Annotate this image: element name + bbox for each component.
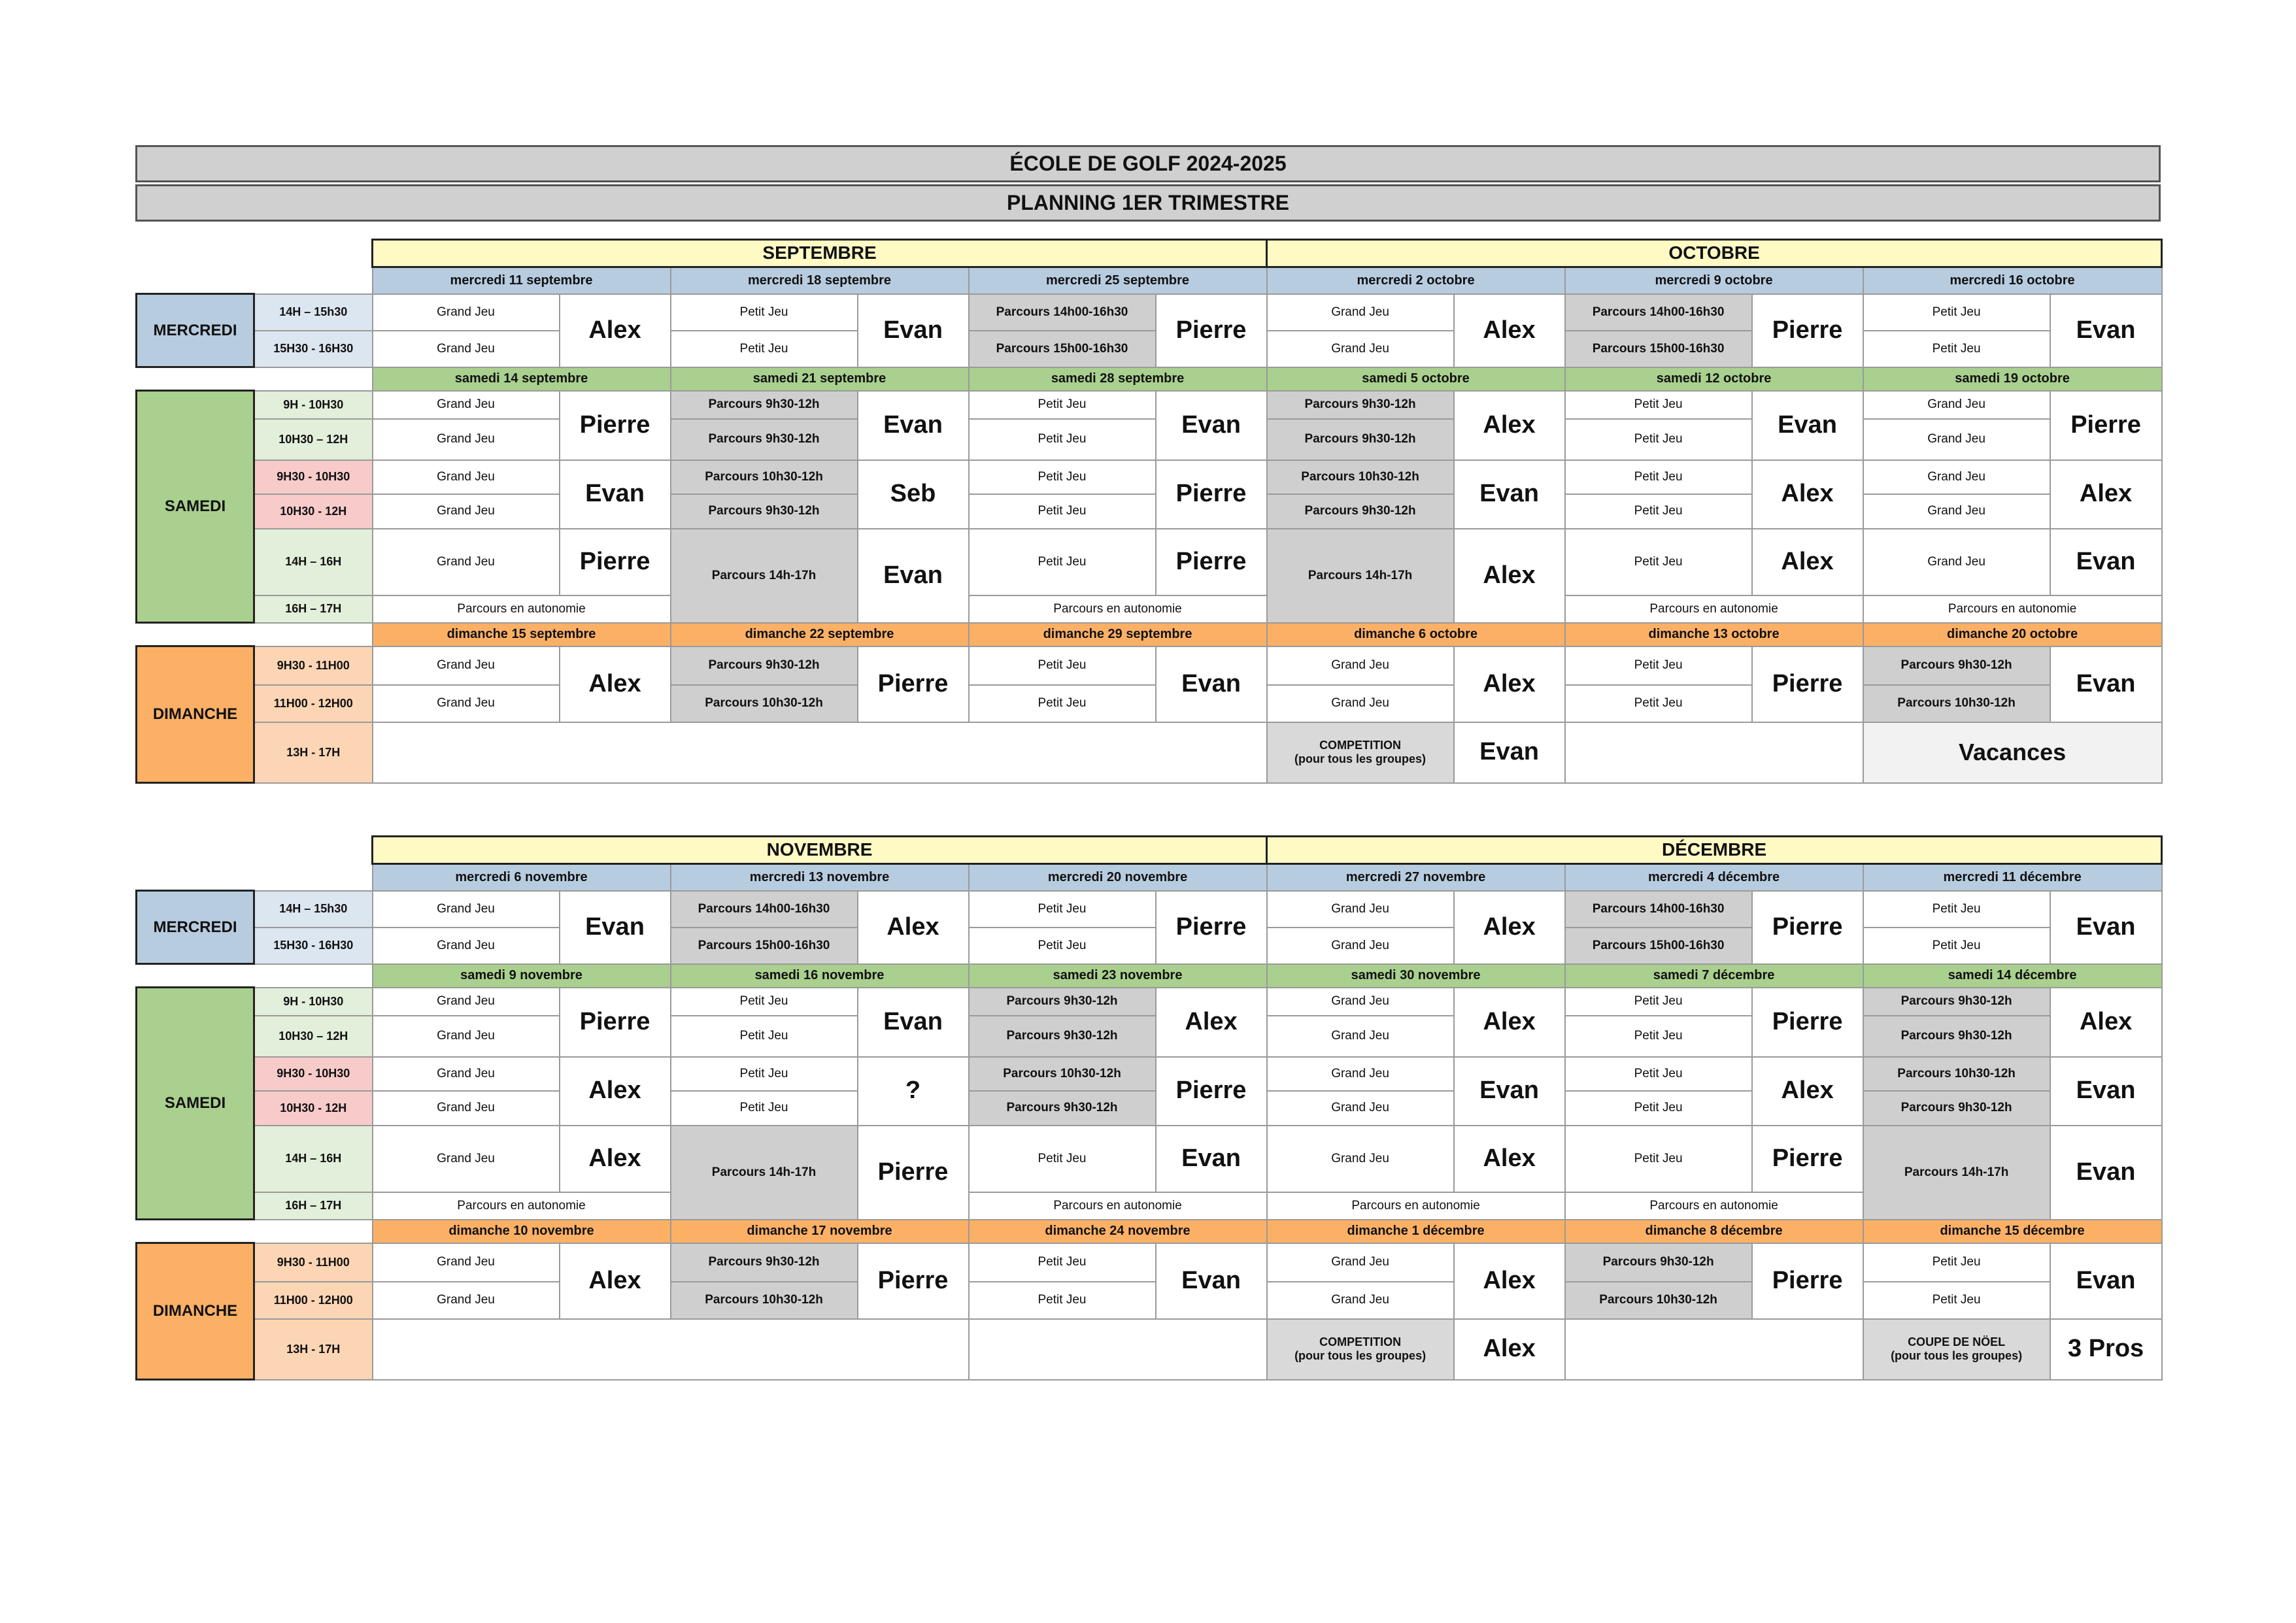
instructor-name: Pierre — [858, 646, 969, 722]
date-header-sunday: dimanche 24 novembre — [969, 1220, 1267, 1243]
activity-cell: Grand Jeu — [373, 1057, 560, 1091]
instructor-name: Evan — [858, 529, 969, 623]
spacer — [137, 240, 373, 267]
christmas-cup-label: COUPE DE NÖEL — [1908, 1335, 2006, 1349]
instructor-name: Alex — [1454, 1243, 1565, 1319]
activity-cell: Petit Jeu — [1863, 294, 2050, 331]
activity-cell: Parcours 15h00-16h30 — [1565, 331, 1752, 367]
instructor-name: Evan — [858, 294, 969, 367]
date-header-saturday: samedi 23 novembre — [969, 964, 1267, 988]
activity-cell: Grand Jeu — [373, 494, 560, 529]
instructor-name: Pierre — [560, 529, 671, 595]
activity-cell: Parcours 10h30-12h — [671, 460, 858, 494]
time-slot: 9H30 - 10H30 — [254, 460, 373, 494]
activity-cell: Parcours 9h30-12h — [1267, 419, 1454, 460]
instructor-name: Evan — [2050, 891, 2162, 964]
date-header-sunday: dimanche 8 décembre — [1565, 1220, 1863, 1243]
activity-cell: Parcours 9h30-12h — [969, 1091, 1156, 1126]
activity-cell: Grand Jeu — [373, 1016, 560, 1057]
date-header-saturday: samedi 28 septembre — [969, 367, 1267, 391]
date-header-saturday: samedi 12 octobre — [1565, 367, 1863, 391]
activity-cell: Grand Jeu — [373, 928, 560, 964]
activity-cell: Parcours 9h30-12h — [1267, 494, 1454, 529]
activity-cell: Petit Jeu — [969, 529, 1156, 595]
activity-cell: Parcours 14h-17h — [1863, 1126, 2050, 1220]
instructor-name: Pierre — [1752, 988, 1863, 1057]
instructor-name: Alex — [1156, 988, 1267, 1057]
date-header-saturday: samedi 14 décembre — [1863, 964, 2162, 988]
time-slot: 15H30 - 16H30 — [254, 928, 373, 964]
vacation-cell: Vacances — [1863, 722, 2162, 783]
instructor-name: Evan — [858, 988, 969, 1057]
instructor-name: Seb — [858, 460, 969, 529]
time-slot: 10H30 – 12H — [254, 419, 373, 460]
activity-cell: Grand Jeu — [373, 529, 560, 595]
activity-cell: Parcours 9h30-12h — [1565, 1243, 1752, 1282]
instructor-name: Evan — [1156, 646, 1267, 722]
date-header-saturday: samedi 19 octobre — [1863, 367, 2162, 391]
activity-cell: Parcours 9h30-12h — [969, 988, 1156, 1016]
activity-cell: Parcours 10h30-12h — [1863, 685, 2050, 722]
activity-cell: Grand Jeu — [373, 891, 560, 928]
instructor-name: Evan — [2050, 1126, 2162, 1220]
activity-cell: Petit Jeu — [1565, 1091, 1752, 1126]
activity-cell: Grand Jeu — [1267, 1243, 1454, 1282]
activity-cell: Grand Jeu — [1267, 685, 1454, 722]
day-label-wednesday: MERCREDI — [137, 294, 254, 367]
date-header-sunday: dimanche 13 octobre — [1565, 623, 1863, 646]
activity-cell: Petit Jeu — [969, 891, 1156, 928]
instructor-name: Pierre — [1156, 529, 1267, 595]
instructor-name: Alex — [1454, 891, 1565, 964]
activity-cell: Grand Jeu — [373, 294, 560, 331]
activity-cell: Parcours 9h30-12h — [969, 1016, 1156, 1057]
activity-cell: Petit Jeu — [1565, 529, 1752, 595]
activity-cell: Parcours 9h30-12h — [1267, 391, 1454, 419]
autonomy-cell: Parcours en autonomie — [373, 595, 671, 623]
activity-cell: Grand Jeu — [1267, 331, 1454, 367]
competition-cell — [1267, 1319, 1454, 1380]
activity-cell: Parcours 14h-17h — [1267, 529, 1454, 623]
instructor-name: Alex — [1752, 529, 1863, 595]
activity-cell: Petit Jeu — [1565, 1126, 1752, 1192]
day-label-sunday: DIMANCHE — [137, 1243, 254, 1380]
activity-cell: Petit Jeu — [969, 1126, 1156, 1192]
date-header-saturday: samedi 5 octobre — [1267, 367, 1565, 391]
activity-cell: Petit Jeu — [1863, 891, 2050, 928]
activity-cell: Grand Jeu — [373, 646, 560, 685]
activity-cell: Grand Jeu — [1267, 928, 1454, 964]
autonomy-cell: Parcours en autonomie — [373, 1192, 671, 1220]
instructor-name: Alex — [560, 294, 671, 367]
instructor-name: Alex — [1454, 646, 1565, 722]
activity-cell: Grand Jeu — [373, 460, 560, 494]
time-slot: 14H – 16H — [254, 529, 373, 595]
activity-cell: Parcours 14h00-16h30 — [1565, 294, 1752, 331]
instructor-name: Pierre — [858, 1126, 969, 1220]
empty-cell — [373, 722, 1267, 783]
date-header-saturday: samedi 16 novembre — [671, 964, 969, 988]
date-header-wednesday: mercredi 9 octobre — [1565, 267, 1863, 294]
instructor-name: Evan — [1454, 460, 1565, 529]
schedule-table-trimester-part1 — [135, 239, 2163, 784]
activity-cell: Parcours 10h30-12h — [671, 1282, 858, 1319]
date-header-wednesday: mercredi 18 septembre — [671, 267, 969, 294]
time-slot: 10H30 - 12H — [254, 494, 373, 529]
activity-cell: Petit Jeu — [1565, 1057, 1752, 1091]
empty-cell — [969, 1319, 1267, 1380]
activity-cell: Petit Jeu — [1863, 331, 2050, 367]
time-slot: 16H – 17H — [254, 595, 373, 623]
time-slot: 10H30 - 12H — [254, 1091, 373, 1126]
instructor-name: Evan — [1454, 722, 1565, 783]
date-header-wednesday: mercredi 13 novembre — [671, 864, 969, 891]
instructor-name: Evan — [1156, 391, 1267, 460]
activity-cell: Grand Jeu — [1267, 1057, 1454, 1091]
date-header-wednesday: mercredi 11 décembre — [1863, 864, 2162, 891]
activity-cell: Parcours 9h30-12h — [1863, 646, 2050, 685]
activity-cell: Parcours 9h30-12h — [1863, 1091, 2050, 1126]
activity-cell: Grand Jeu — [1863, 391, 2050, 419]
instructor-name: Pierre — [2050, 391, 2162, 460]
competition-note: (pour tous les groupes) — [1294, 752, 1427, 765]
activity-cell: Parcours 9h30-12h — [671, 1243, 858, 1282]
day-label-saturday: SAMEDI — [137, 988, 254, 1220]
date-header-sunday: dimanche 17 novembre — [671, 1220, 969, 1243]
activity-cell: Grand Jeu — [1863, 494, 2050, 529]
instructor-name: Alex — [1454, 988, 1565, 1057]
instructor-name: Pierre — [1156, 460, 1267, 529]
activity-cell: Petit Jeu — [1863, 928, 2050, 964]
competition-cell — [1267, 722, 1454, 783]
activity-cell: Grand Jeu — [1267, 646, 1454, 685]
activity-cell: Grand Jeu — [373, 1243, 560, 1282]
activity-cell: Petit Jeu — [1565, 494, 1752, 529]
activity-cell: Petit Jeu — [969, 460, 1156, 494]
month-header: DÉCEMBRE — [1267, 837, 2162, 864]
activity-cell: Parcours 14h00-16h30 — [1565, 891, 1752, 928]
activity-cell: Parcours 9h30-12h — [671, 391, 858, 419]
time-slot: 14H – 15h30 — [254, 891, 373, 928]
time-slot: 11H00 - 12H00 — [254, 685, 373, 722]
date-header-saturday: samedi 9 novembre — [373, 964, 671, 988]
time-slot: 13H - 17H — [254, 722, 373, 783]
time-slot: 16H – 17H — [254, 1192, 373, 1220]
competition-label: COMPETITION — [1319, 1335, 1402, 1349]
activity-cell: Grand Jeu — [1267, 1091, 1454, 1126]
instructor-name: Evan — [2050, 646, 2162, 722]
activity-cell: Parcours 10h30-12h — [969, 1057, 1156, 1091]
instructor-name: Evan — [560, 891, 671, 964]
date-header-saturday: samedi 7 décembre — [1565, 964, 1863, 988]
spacer — [137, 864, 373, 891]
instructor-name: Alex — [1454, 391, 1565, 460]
instructor-name: Alex — [560, 1243, 671, 1319]
month-header: SEPTEMBRE — [373, 240, 1267, 267]
instructor-name: Evan — [858, 391, 969, 460]
instructor-name: Alex — [858, 891, 969, 964]
month-header: NOVEMBRE — [373, 837, 1267, 864]
instructor-name: Pierre — [1752, 1126, 1863, 1192]
activity-cell: Grand Jeu — [1267, 294, 1454, 331]
activity-cell: Petit Jeu — [1863, 1243, 2050, 1282]
instructor-name: Evan — [1752, 391, 1863, 460]
activity-cell: Parcours 9h30-12h — [671, 419, 858, 460]
activity-cell: Petit Jeu — [1565, 685, 1752, 722]
activity-cell: Parcours 9h30-12h — [1863, 1016, 2050, 1057]
time-slot: 14H – 15h30 — [254, 294, 373, 331]
instructor-name: Alex — [560, 1126, 671, 1192]
activity-cell: Grand Jeu — [373, 331, 560, 367]
instructor-name: Pierre — [1752, 294, 1863, 367]
autonomy-cell: Parcours en autonomie — [1565, 595, 1863, 623]
activity-cell: Grand Jeu — [373, 685, 560, 722]
activity-cell: Grand Jeu — [373, 1282, 560, 1319]
time-slot: 10H30 – 12H — [254, 1016, 373, 1057]
activity-cell: Petit Jeu — [671, 988, 858, 1016]
date-header-wednesday: mercredi 11 septembre — [373, 267, 671, 294]
instructor-name: Alex — [560, 1057, 671, 1126]
instructor-name: Alex — [1752, 1057, 1863, 1126]
activity-cell: Parcours 10h30-12h — [1565, 1282, 1752, 1319]
date-header-wednesday: mercredi 16 octobre — [1863, 267, 2162, 294]
time-slot: 13H - 17H — [254, 1319, 373, 1380]
spacer — [137, 837, 373, 864]
activity-cell: Petit Jeu — [671, 331, 858, 367]
day-label-sunday: DIMANCHE — [137, 646, 254, 783]
date-header-sunday: dimanche 15 septembre — [373, 623, 671, 646]
date-header-saturday: samedi 21 septembre — [671, 367, 969, 391]
date-header-sunday: dimanche 15 décembre — [1863, 1220, 2162, 1243]
day-label-wednesday: MERCREDI — [137, 891, 254, 964]
date-header-wednesday: mercredi 27 novembre — [1267, 864, 1565, 891]
instructor-name: Alex — [1454, 529, 1565, 623]
activity-cell: Petit Jeu — [969, 685, 1156, 722]
instructor-name: Alex — [1454, 1126, 1565, 1192]
spacer — [137, 1220, 373, 1243]
activity-cell: Petit Jeu — [1565, 419, 1752, 460]
activity-cell: Grand Jeu — [373, 391, 560, 419]
activity-cell: Parcours 10h30-12h — [1267, 460, 1454, 494]
instructor-name: Pierre — [1156, 891, 1267, 964]
instructor-name: Evan — [2050, 294, 2162, 367]
activity-cell: Parcours 10h30-12h — [1863, 1057, 2050, 1091]
date-header-wednesday: mercredi 25 septembre — [969, 267, 1267, 294]
month-header: OCTOBRE — [1267, 240, 2162, 267]
time-slot: 11H00 - 12H00 — [254, 1282, 373, 1319]
instructor-name: Evan — [2050, 529, 2162, 595]
activity-cell: Parcours 14h-17h — [671, 1126, 858, 1220]
instructor-name: Alex — [2050, 988, 2162, 1057]
activity-cell: Parcours 15h00-16h30 — [671, 928, 858, 964]
time-slot: 9H30 - 11H00 — [254, 1243, 373, 1282]
instructor-name: 3 Pros — [2050, 1319, 2162, 1380]
date-header-wednesday: mercredi 20 novembre — [969, 864, 1267, 891]
activity-cell: Grand Jeu — [1267, 1016, 1454, 1057]
autonomy-cell: Parcours en autonomie — [1565, 1192, 1863, 1220]
instructor-name: Alex — [1454, 294, 1565, 367]
spacer — [137, 267, 373, 294]
activity-cell: Petit Jeu — [969, 646, 1156, 685]
activity-cell: Grand Jeu — [373, 419, 560, 460]
activity-cell: Petit Jeu — [969, 494, 1156, 529]
date-header-saturday: samedi 30 novembre — [1267, 964, 1565, 988]
christmas-cup-cell — [1863, 1319, 2050, 1380]
time-slot: 9H30 - 11H00 — [254, 646, 373, 685]
activity-cell: Petit Jeu — [969, 391, 1156, 419]
autonomy-cell: Parcours en autonomie — [1863, 595, 2162, 623]
activity-cell: Petit Jeu — [671, 1016, 858, 1057]
empty-cell — [1565, 1319, 1863, 1380]
date-header-wednesday: mercredi 2 octobre — [1267, 267, 1565, 294]
instructor-name: Pierre — [858, 1243, 969, 1319]
instructor-name: Evan — [1156, 1243, 1267, 1319]
instructor-name: Pierre — [1156, 294, 1267, 367]
activity-cell: Grand Jeu — [1267, 1126, 1454, 1192]
activity-cell: Grand Jeu — [1863, 419, 2050, 460]
activity-cell: Petit Jeu — [969, 419, 1156, 460]
competition-note: (pour tous les groupes) — [1294, 1349, 1427, 1362]
instructor-name: Pierre — [1752, 891, 1863, 964]
autonomy-cell: Parcours en autonomie — [969, 595, 1267, 623]
time-slot: 14H – 16H — [254, 1126, 373, 1192]
activity-cell: Petit Jeu — [671, 294, 858, 331]
instructor-name: Evan — [2050, 1057, 2162, 1126]
instructor-name: Alex — [1454, 1319, 1565, 1380]
instructor-name: Pierre — [560, 988, 671, 1057]
spacer — [137, 964, 373, 988]
activity-cell: Parcours 14h-17h — [671, 529, 858, 623]
instructor-name: Pierre — [560, 391, 671, 460]
instructor-name: Pierre — [1752, 1243, 1863, 1319]
time-slot: 15H30 - 16H30 — [254, 331, 373, 367]
competition-label: COMPETITION — [1319, 739, 1402, 752]
date-header-sunday: dimanche 29 septembre — [969, 623, 1267, 646]
spacer — [137, 623, 373, 646]
instructor-name: Alex — [560, 646, 671, 722]
date-header-sunday: dimanche 22 septembre — [671, 623, 969, 646]
date-header-saturday: samedi 14 septembre — [373, 367, 671, 391]
instructor-name: Evan — [2050, 1243, 2162, 1319]
activity-cell: Parcours 9h30-12h — [671, 494, 858, 529]
activity-cell: Grand Jeu — [373, 1126, 560, 1192]
activity-cell: Grand Jeu — [373, 988, 560, 1016]
activity-cell: Parcours 14h00-16h30 — [671, 891, 858, 928]
activity-cell: Petit Jeu — [1565, 391, 1752, 419]
autonomy-cell: Parcours en autonomie — [969, 1192, 1267, 1220]
activity-cell: Parcours 15h00-16h30 — [969, 331, 1156, 367]
activity-cell: Petit Jeu — [1565, 460, 1752, 494]
time-slot: 9H30 - 10H30 — [254, 1057, 373, 1091]
activity-cell: Grand Jeu — [373, 1091, 560, 1126]
date-header-sunday: dimanche 10 novembre — [373, 1220, 671, 1243]
activity-cell: Petit Jeu — [1565, 1016, 1752, 1057]
activity-cell: Parcours 14h00-16h30 — [969, 294, 1156, 331]
activity-cell: Petit Jeu — [671, 1091, 858, 1126]
date-header-wednesday: mercredi 6 novembre — [373, 864, 671, 891]
activity-cell: Parcours 9h30-12h — [1863, 988, 2050, 1016]
instructor-name: Alex — [1752, 460, 1863, 529]
activity-cell: Petit Jeu — [969, 1282, 1156, 1319]
schedule-table-trimester-part2 — [135, 835, 2163, 1380]
spacer — [137, 367, 373, 391]
date-header-sunday: dimanche 20 octobre — [1863, 623, 2162, 646]
activity-cell: Parcours 10h30-12h — [671, 685, 858, 722]
instructor-name: Evan — [1454, 1057, 1565, 1126]
instructor-name: Pierre — [1156, 1057, 1267, 1126]
instructor-name: Alex — [2050, 460, 2162, 529]
activity-cell: Petit Jeu — [969, 1243, 1156, 1282]
date-header-wednesday: mercredi 4 décembre — [1565, 864, 1863, 891]
instructor-name: Evan — [560, 460, 671, 529]
page-subtitle: PLANNING 1ER TRIMESTRE — [135, 184, 2161, 222]
autonomy-cell: Parcours en autonomie — [1267, 1192, 1565, 1220]
activity-cell: Parcours 15h00-16h30 — [1565, 928, 1752, 964]
instructor-name: Pierre — [1752, 646, 1863, 722]
date-header-sunday: dimanche 1 décembre — [1267, 1220, 1565, 1243]
activity-cell: Petit Jeu — [1565, 646, 1752, 685]
empty-cell — [373, 1319, 969, 1380]
activity-cell: Petit Jeu — [1863, 1282, 2050, 1319]
day-label-saturday: SAMEDI — [137, 391, 254, 623]
activity-cell: Parcours 9h30-12h — [671, 646, 858, 685]
page-title: ÉCOLE DE GOLF 2024-2025 — [135, 145, 2161, 182]
activity-cell: Grand Jeu — [1863, 460, 2050, 494]
time-slot: 9H - 10H30 — [254, 391, 373, 419]
instructor-name: ? — [858, 1057, 969, 1126]
time-slot: 9H - 10H30 — [254, 988, 373, 1016]
activity-cell: Grand Jeu — [1863, 529, 2050, 595]
activity-cell: Petit Jeu — [969, 928, 1156, 964]
activity-cell: Petit Jeu — [1565, 988, 1752, 1016]
activity-cell: Grand Jeu — [1267, 988, 1454, 1016]
instructor-name: Evan — [1156, 1126, 1267, 1192]
empty-cell — [1565, 722, 1863, 783]
activity-cell: Grand Jeu — [1267, 891, 1454, 928]
activity-cell: Grand Jeu — [1267, 1282, 1454, 1319]
date-header-sunday: dimanche 6 octobre — [1267, 623, 1565, 646]
christmas-cup-note: (pour tous les groupes) — [1891, 1349, 2023, 1362]
activity-cell: Petit Jeu — [671, 1057, 858, 1091]
